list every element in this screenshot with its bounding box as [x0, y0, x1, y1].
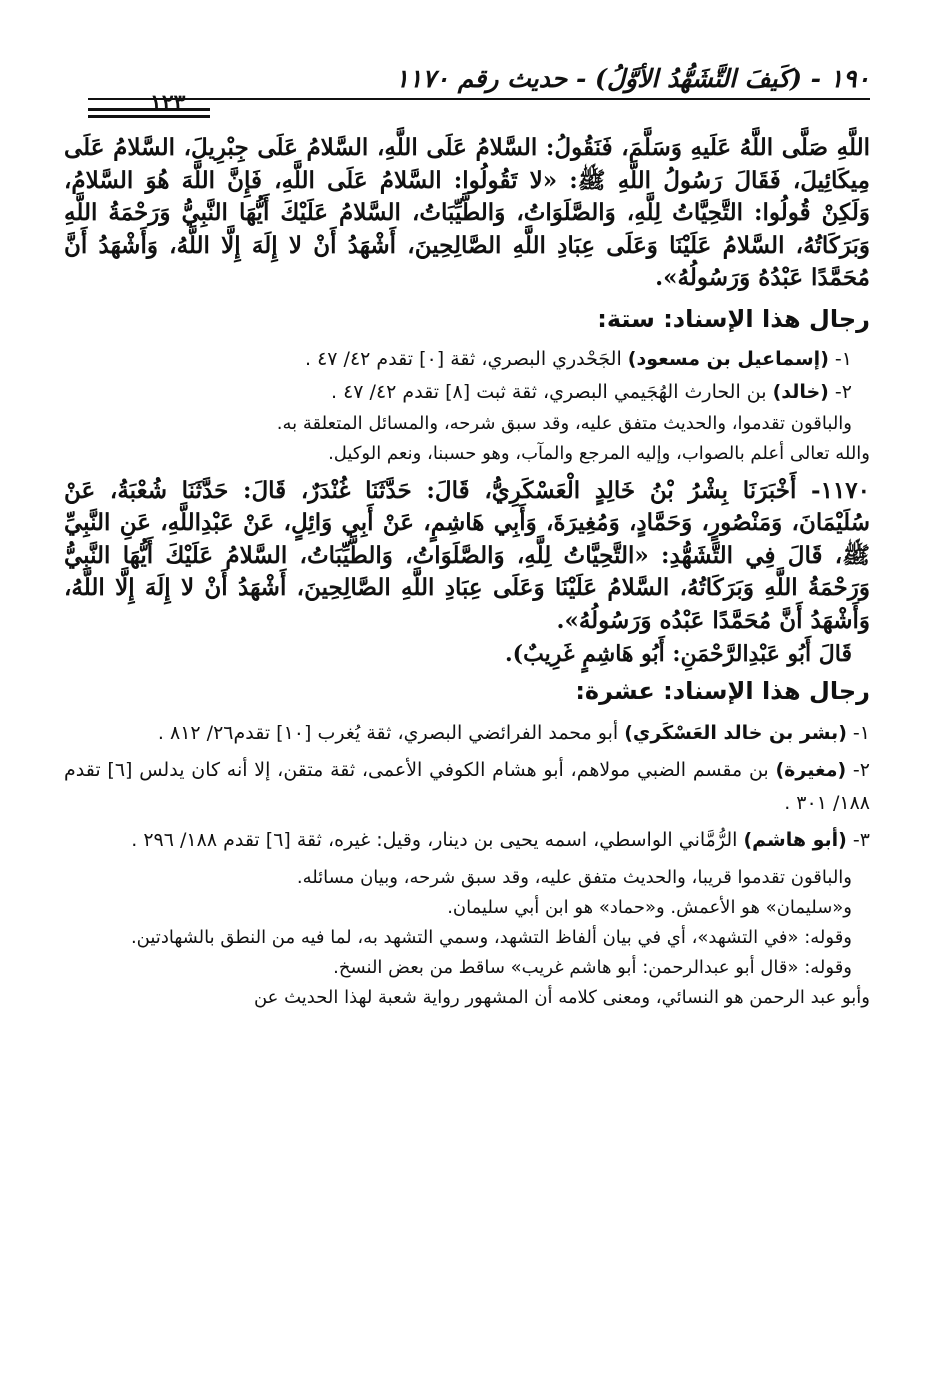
- narrator-description: بن الحارث الهُجَيمي البصري، ثقة ثبت [٨] تقدم ٤٢/ ٤٧ .: [331, 380, 773, 403]
- chapter-title: ١٩٠ - (كَيفَ التَّشَهُّدُ الأوَّلُ) - حديث رقم ١١٧٠: [395, 64, 870, 93]
- commentary-paragraph: والباقون تقدموا قريبا، والحديث متفق عليه، وقد سبق شرحه، وبيان مسائله.: [296, 867, 852, 888]
- commentary-paragraph: وقوله: «قال أبو عبدالرحمن: أبو هاشم غريب» ساقط من بعض النسخ.: [333, 957, 852, 978]
- commentary-paragraph: وقوله: «في التشهد»، أي في بيان ألفاظ التشهد، وسمي التشهد به، لما فيه من النطق بالشهادتين.: [130, 927, 852, 948]
- commentary-paragraph: والله تعالى أعلم بالصواب، وإليه المرجع والمآب، وهو حسبنا، ونعم الوكيل.: [328, 442, 870, 464]
- page-header: [88, 62, 870, 122]
- isnad-heading-six: رجال هذا الإسناد: ستة:: [597, 304, 870, 333]
- commentary-paragraph: و«سليمان» هو الأعمش. و«حماد» هو ابن أبي سليمان.: [447, 897, 852, 918]
- narrator-entry: [64, 343, 870, 376]
- hadith-attribution: قَالَ أَبُو عَبْدِالرَّحْمَنِ: أَبُو هَاشِمٍ غَرِيبٌ).: [505, 641, 852, 667]
- narrator-name: (إسماعيل بن مسعود): [627, 347, 829, 370]
- narrator-number: ٢-: [828, 380, 852, 403]
- narrator-number: ٣-: [846, 829, 870, 851]
- narrator-number: ١-: [828, 347, 852, 370]
- header-rule: [88, 98, 870, 100]
- page-body: [64, 132, 870, 1013]
- narrator-entry: [64, 376, 870, 409]
- narrator-name: (مغيرة): [775, 759, 847, 781]
- hadith-text-continued: اللَّهِ صَلَّى اللَّهُ عَلَيهِ وَسَلَّمَ، فَنَقُولُ: السَّلامُ عَلَى اللَّهِ، السَّلامُ عَلَى جِبْرِيلَ، السَّلامُ عَلَى مِيكَائِيلَ، فَقَالَ رَسُولُ اللَّهِ ﷺ: «لا تَقُولُوا: السَّلامُ عَلَى اللَّهِ، فَإِنَّ اللَّهَ هُوَ السَّلامُ، وَلَكِنْ قُولُوا: التَّحِيَّاتُ لِلَّهِ، وَالصَّلَوَاتُ، وَالطَّيِّبَاتُ، السَّلامُ عَلَيْكَ أَيُّهَا النَّبِيُّ وَرَحْمَةُ اللَّهِ وَبَرَكَاتُهُ، السَّلامُ عَلَيْنَا وَعَلَى عِبَادِ اللَّهِ الصَّالِحِينَ، أَشْهَدُ أَنْ لا إِلَهَ إِلَّا اللَّهُ، وَأَشْهَدُ أَنَّ مُحَمَّدًا عَبْدُهُ وَرَسُولُهُ».: [64, 134, 870, 291]
- narrator-entry: [64, 824, 870, 857]
- narrator-number: ١-: [846, 722, 870, 744]
- hadith-1170-text: ١١٧٠- أَخْبَرَنَا بِشْرُ بْنُ خَالِدٍ الْعَسْكَرِيُّ، قَالَ: حَدَّثَنَا غُنْدَرٌ، قَالَ: حَدَّثَنَا شُعْبَةُ، عَنْ سُلَيْمَانَ، وَمَنْصُورٍ، وَحَمَّادٍ، وَمُغِيرَةَ، وَأَبِي هَاشِمٍ، عَنْ أَبِي وَائِلٍ، عَنْ عَبْدِاللَّهِ، عَنِ النَّبِيِّ ﷺ، قَالَ فِي التَّشَهُّدِ: «التَّحِيَّاتُ لِلَّهِ، وَالصَّلَوَاتُ، وَالطَّيِّبَاتُ، السَّلامُ عَلَيْكَ أَيُّهَا النَّبِيُّ وَرَحْمَةُ اللَّهِ وَبَرَكَاتُهُ، السَّلامُ عَلَيْنَا وَعَلَى عِبَادِ اللَّهِ الصَّالِحِينَ، أَشْهَدُ أَنْ لا إِلَهَ إِلَّا اللَّهُ، وَأَشْهَدُ أَنَّ مُحَمَّدًا عَبْدُه وَرَسُولُهُ».: [64, 476, 870, 634]
- commentary-paragraph: والباقون تقدموا، والحديث متفق عليه، وقد سبق شرحه، والمسائل المتعلقة به.: [276, 412, 852, 434]
- page-number: ١٢٣: [150, 90, 186, 116]
- narrator-name: (خالد): [772, 380, 829, 403]
- narrator-description: بن مقسم الضبي مولاهم، أبو هشام الكوفي الأعمى، ثقة متقن، إلا أنه كان يدلس [٦] تقدم ١٨٨/ ٣٠١ .: [64, 759, 870, 814]
- narrator-name: (أبو هاشم): [743, 829, 847, 851]
- narrator-entry: [64, 754, 870, 820]
- narrator-number: ٢-: [846, 759, 870, 781]
- narrator-description: أبو محمد الفرائضي البصري، ثقة يُغرب [١٠] تقدم٢٦/ ٨١٢ .: [157, 722, 625, 744]
- narrator-entry: [64, 717, 870, 750]
- page-number-rule: [88, 108, 210, 118]
- commentary-paragraph: وأبو عبد الرحمن هو النسائي، ومعنى كلامه أن المشهور رواية شعبة لهذا الحديث عن: [253, 987, 870, 1008]
- narrator-name: (بشر بن خالد العَسْكَري): [624, 722, 847, 744]
- narrator-description: الرُّمَّاني الواسطي، اسمه يحيى بن دينار، وقيل: غيره، ثقة [٦] تقدم ١٨٨/ ٢٩٦ .: [131, 829, 744, 851]
- narrator-description: الجَحْدري البصري، ثقة [٠] تقدم ٤٢/ ٤٧ .: [305, 347, 628, 370]
- isnad-heading-ten: رجال هذا الإسناد: عشرة:: [575, 677, 870, 705]
